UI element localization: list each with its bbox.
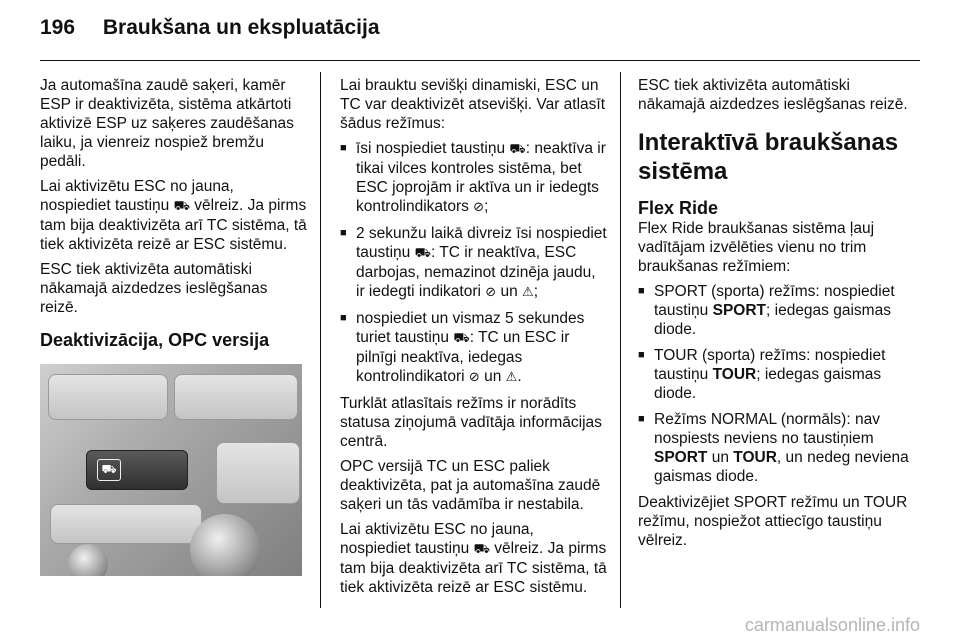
column-2 — [340, 76, 608, 603]
paragraph: Lai aktivizētu ESC no jauna, nospiediet taustiņu ⛟ vēlreiz. Ja pirms tam bija deaktivizēta arī TC sistēma, tā tiek aktivizēta reizē ar ESC sistēmu. — [340, 521, 607, 596]
paragraph: OPC versijā TC un ESC paliek deaktivizēta, pat ja automašīna zaudē saķeri un tās vadāmība ir nestabila. — [340, 458, 601, 513]
esc-indicator-icon: ⚠ — [522, 285, 534, 300]
column-divider — [320, 72, 321, 608]
section-heading: Deaktivizācija, OPC versija — [40, 330, 270, 350]
esc-off-icon: ⛟ — [509, 142, 526, 157]
page-header — [40, 16, 380, 40]
dashboard-panel — [48, 374, 168, 420]
paragraph: Turklāt atlasītais režīms ir norādīts statusa ziņojumā vadītāja informācijas centrā. — [340, 395, 602, 450]
esc-off-button — [86, 450, 188, 490]
tc-off-indicator-icon: ⊘ — [473, 200, 485, 215]
tc-off-indicator-icon: ⊘ — [485, 285, 497, 300]
tour-key-label: TOUR — [733, 449, 777, 466]
tour-key-label: TOUR — [712, 366, 757, 383]
esc-indicator-icon: ⚠ — [505, 370, 518, 385]
list-item: ■ 2 sekunžu laikā divreiz īsi nospiediet taustiņu ⛟: TC ir neaktīva, ESC darbojas, nemazinot dzinēja jaudu, ir iedegti indikatori ⊘ un ⚠; — [340, 224, 608, 302]
header-rule — [40, 60, 920, 61]
esc-off-icon: ⛟ — [453, 331, 470, 346]
paragraph: Ja automašīna zaudē saķeri, kamēr ESP ir deaktivizēta, sistēma atkārtoti aktivizē ESP uz saķeres zaudēšanas laiku, ja vienreiz nospiež bremžu pedāli. — [40, 77, 294, 170]
esc-off-icon: ⛟ — [173, 199, 190, 214]
section-heading: Interaktīvā braukšanas sistēma — [638, 129, 899, 185]
sport-key-label: SPORT — [712, 302, 767, 319]
esc-button-photo — [40, 364, 302, 576]
list-item: ■ SPORT (sporta) režīms: nospiediet taustiņu SPORT; iedegas gaismas diode. — [638, 282, 920, 339]
dashboard-panel — [50, 504, 202, 544]
control-knob — [68, 544, 108, 576]
mode-list — [638, 282, 920, 486]
paragraph: Deaktivizējiet SPORT režīmu un TOUR režīmu, nospiežot attiecīgo taustiņu vēlreiz. — [638, 494, 908, 549]
paragraph: Lai aktivizētu ESC no jauna, nospiediet taustiņu ⛟ vēlreiz. Ja pirms tam bija deaktivizēta arī TC sistēma, tā tiek aktivizēta reizē ar ESC sistēmu. — [40, 178, 307, 253]
watermark[interactable]: carmanualsonline.info — [744, 615, 920, 635]
list-item: ■ nospiediet un vismaz 5 sekundes turiet taustiņu ⛟: TC un ESC ir pilnīgi neaktīva, iedegas kontrolindikatori ⊘ un ⚠. — [340, 309, 608, 387]
column-divider — [620, 72, 621, 608]
paragraph: ESC tiek aktivizēta automātiski nākamajā aizdedzes ieslēgšanas reizē. — [638, 77, 908, 113]
esc-off-icon: ⛟ — [473, 542, 490, 557]
mode-list — [340, 139, 608, 387]
dashboard-panel — [216, 442, 300, 504]
list-item: ■ īsi nospiediet taustiņu ⛟: neaktīva ir tikai vilces kontroles sistēma, bet ESC joprojām ir aktīva un ir iedegts kontrolindikators ⊘; — [340, 139, 608, 217]
list-item: ■ TOUR (sporta) režīms: nospiediet taustiņu TOUR; iedegas gaismas diode. — [638, 346, 920, 403]
dashboard-panel — [174, 374, 298, 420]
paragraph: ESC tiek aktivizēta automātiski nākamajā aizdedzes ieslēgšanas reizē. — [40, 261, 268, 316]
column-3 — [638, 76, 920, 556]
paragraph: Flex Ride braukšanas sistēma ļauj vadītājam izvēlēties vienu no trim braukšanas režīmiem: — [638, 220, 875, 275]
subsection-heading: Flex Ride — [638, 198, 719, 218]
control-knob — [190, 514, 260, 576]
esc-off-icon: ⛟ — [414, 246, 431, 261]
page-number: 196 — [40, 16, 76, 39]
paragraph: Lai brauktu sevišķi dinamiski, ESC un TC var deaktivizēt atsevišķi. Var atlasīt šādus režīmus: — [340, 77, 606, 132]
sport-key-label: SPORT — [654, 449, 708, 466]
page-title: Braukšana un ekspluatācija — [102, 16, 380, 39]
column-1 — [40, 76, 308, 364]
list-item: ■ Režīms NORMAL (normāls): nav nospiests neviens no taustiņiem SPORT un TOUR, un nedeg neviena gaismas diode. — [638, 410, 920, 486]
esc-off-icon: ⛟ — [97, 459, 121, 481]
tc-off-indicator-icon: ⊘ — [468, 370, 480, 385]
